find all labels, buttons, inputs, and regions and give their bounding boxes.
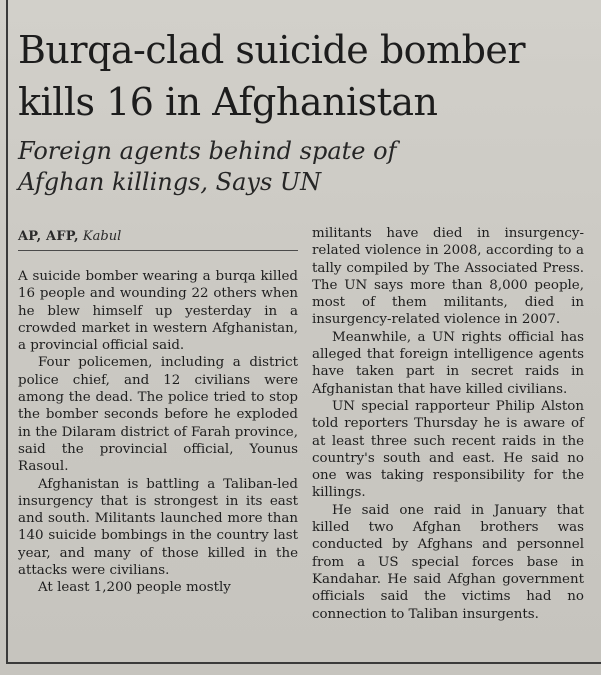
article-column-left bbox=[18, 268, 298, 597]
byline-dateline: Kabul bbox=[82, 229, 122, 244]
subheadline-line: Foreign agents behind spate of bbox=[18, 137, 397, 165]
headline-line: Burqa-clad suicide bomber bbox=[18, 28, 526, 72]
paragraph: At least 1,200 people mostly bbox=[38, 580, 231, 596]
left-border-rule bbox=[6, 0, 8, 664]
paragraph: Afghanistan is battling a Taliban-led insurgency that is strongest in its east and south. Militants launched more than 140 suicide bombings in the country last year, and many of those killed in the attacks were civilians. bbox=[18, 476, 298, 579]
bottom-border-rule bbox=[6, 662, 601, 664]
subheadline-line: Afghan killings, Says UN bbox=[18, 168, 322, 196]
byline-divider bbox=[18, 250, 298, 251]
headline bbox=[18, 24, 593, 128]
article-column-right bbox=[312, 225, 584, 623]
paragraph: Four policemen, including a district police chief, and 12 civilians were among the dead. The police tried to stop the bomber seconds before he exploded in the Dilaram district of Farah province, said the provincial official, Younus Rasoul. bbox=[18, 355, 298, 475]
headline-line: kills 16 in Afghanistan bbox=[18, 80, 438, 124]
byline-agencies: AP, AFP, bbox=[18, 229, 79, 244]
paragraph: A suicide bomber wearing a burqa killed 16 people and wounding 22 others when he blew himself up yesterday in a crowded market in western Afghanistan, a provincial official said. bbox=[18, 269, 298, 354]
subheadline bbox=[18, 136, 593, 198]
byline bbox=[18, 229, 298, 244]
paragraph: He said one raid in January that killed two Afghan brothers was conducted by Afghans and personnel from a US special forces base in Kandahar. He said Afghan government officials said the victims had no connection to Taliban insurgents. bbox=[312, 502, 584, 622]
paragraph: militants have died in insurgency-related violence in 2008, according to a tally compiled by The Associated Press. The UN says more than 8,000 people, most of them militants, died in insurgency-related violence in 2007. bbox=[312, 226, 584, 328]
paragraph: UN special rapporteur Philip Alston told reporters Thursday he is aware of at least three such recent raids in the country's south and east. He said no one was taking responsibility for the killings. bbox=[312, 398, 584, 501]
paragraph: Meanwhile, a UN rights official has alleged that foreign intelligence agents have taken part in secret raids in Afghanistan that have killed civilians. bbox=[312, 329, 584, 397]
